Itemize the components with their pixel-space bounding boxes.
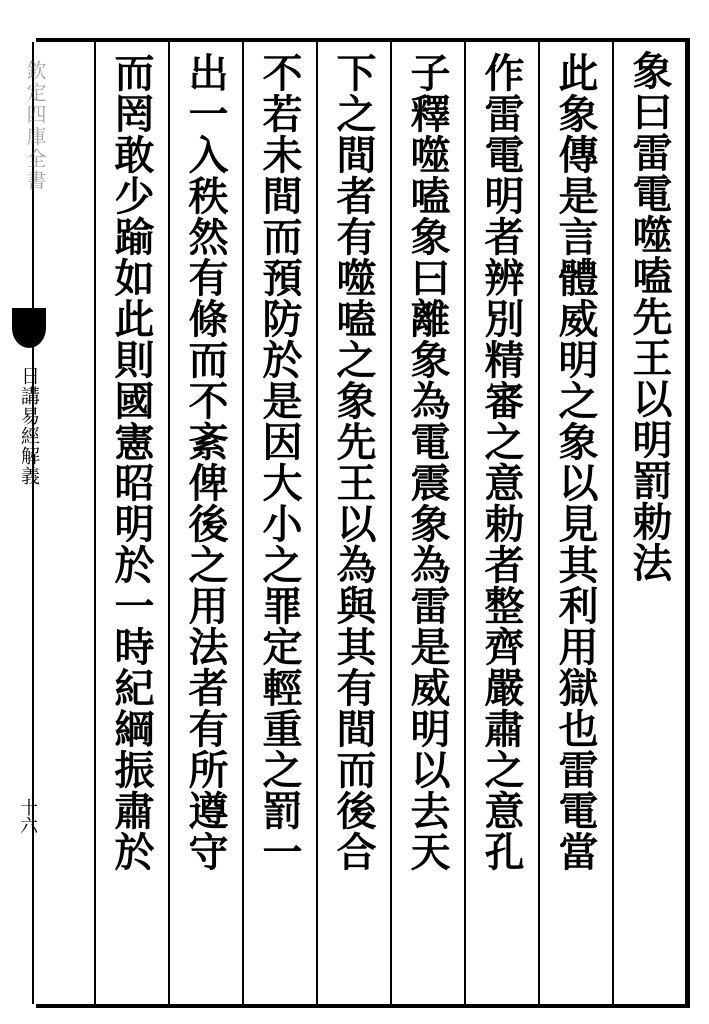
text-column — [94, 42, 168, 1004]
text-columns — [52, 42, 686, 1004]
column-text: 下之間者有噬嗑之象先王以為與其有間而後合 — [330, 52, 377, 872]
text-column — [612, 42, 686, 1004]
column-text: 出一入秩然有條而不紊俾後之用法者有所遵守 — [182, 52, 229, 872]
text-column — [316, 42, 390, 1004]
fish-tail-mark — [12, 308, 46, 348]
column-text: 子釋噬嗑象曰離象為電震象為雷是威明以去天 — [404, 52, 451, 872]
faded-title: 欽定四庫全書 — [23, 60, 47, 192]
column-text: 不若未間而預防於是因大小之罪定輕重之罰一 — [256, 52, 303, 872]
column-text: 而罔敢少踰如此則國憲昭明於一時紀綱振肅於 — [108, 52, 155, 872]
text-column — [464, 42, 538, 1004]
page-number: 十六 — [17, 798, 38, 834]
column-text: 象曰雷電噬嗑先王以明罰勅法 — [626, 50, 673, 583]
book-title: 日講易經解義 — [18, 366, 40, 486]
text-column — [242, 42, 316, 1004]
text-column — [538, 42, 612, 1004]
column-text: 此象傳是言體威明之象以見其利用獄也雷電當 — [552, 52, 599, 872]
margin-strip — [8, 60, 50, 1020]
text-column — [168, 42, 242, 1004]
text-column — [390, 42, 464, 1004]
column-text: 作雷電明者辨別精審之意勅者整齊嚴肅之意孔 — [478, 52, 525, 872]
